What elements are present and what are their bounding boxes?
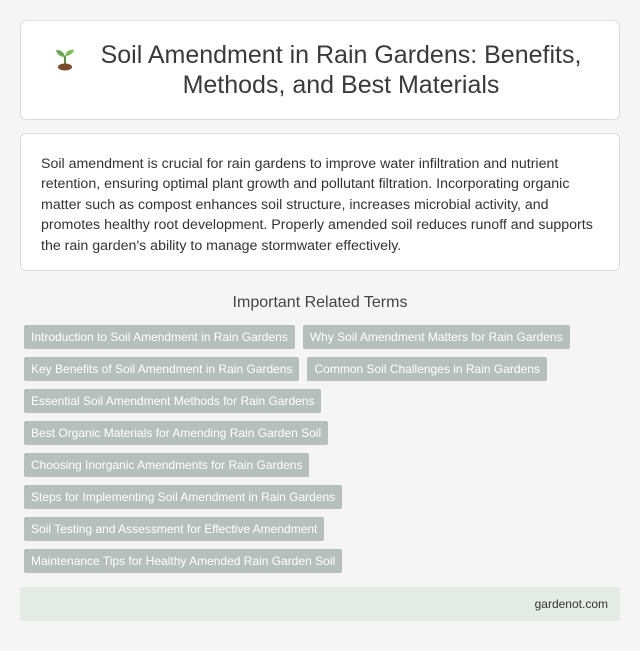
title-row — [51, 40, 589, 100]
tag-row — [24, 517, 620, 541]
tag-row — [24, 549, 620, 573]
related-term-tag[interactable]: Common Soil Challenges in Rain Gardens — [307, 357, 546, 381]
page-title: Soil Amendment in Rain Gardens: Benefits, Methods, and Best Materials — [100, 41, 582, 99]
title-card — [20, 20, 620, 120]
tag-row — [24, 485, 620, 509]
related-term-tag[interactable]: Best Organic Materials for Amending Rain Garden Soil — [24, 421, 328, 445]
summary-card — [20, 133, 620, 271]
related-term-tag[interactable]: Choosing Inorganic Amendments for Rain Gardens — [24, 453, 309, 477]
footer — [20, 587, 620, 621]
summary-text: Soil amendment is crucial for rain gardens to improve water infiltration and nutrient retention, ensuring optimal plant growth and pollutant filtration. Incorporating organic matter such as compost enhances soil structure, increases microbial activity, and promotes healthy root development. Properly amended soil reduces runoff and supports the rain garden's ability to manage stormwater effectively. — [41, 156, 593, 254]
tag-row — [24, 421, 620, 445]
tag-row — [24, 389, 620, 413]
related-term-tag[interactable]: Steps for Implementing Soil Amendment in Rain Gardens — [24, 485, 342, 509]
related-term-tag[interactable]: Why Soil Amendment Matters for Rain Gardens — [303, 325, 570, 349]
related-term-tag[interactable]: Key Benefits of Soil Amendment in Rain Gardens — [24, 357, 299, 381]
related-term-tag[interactable]: Essential Soil Amendment Methods for Rain Gardens — [24, 389, 321, 413]
related-term-tag[interactable]: Maintenance Tips for Healthy Amended Rain Garden Soil — [24, 549, 342, 573]
related-terms-heading: Important Related Terms — [232, 294, 408, 311]
related-term-tag[interactable]: Soil Testing and Assessment for Effective Amendment — [24, 517, 324, 541]
tag-row — [24, 325, 620, 349]
sprout-icon — [51, 44, 79, 72]
footer-site-link[interactable]: gardenot.com — [534, 597, 608, 611]
tag-row — [24, 453, 620, 477]
related-term-tag[interactable]: Introduction to Soil Amendment in Rain Gardens — [24, 325, 295, 349]
tag-row — [24, 357, 620, 381]
related-terms-list — [20, 325, 620, 573]
